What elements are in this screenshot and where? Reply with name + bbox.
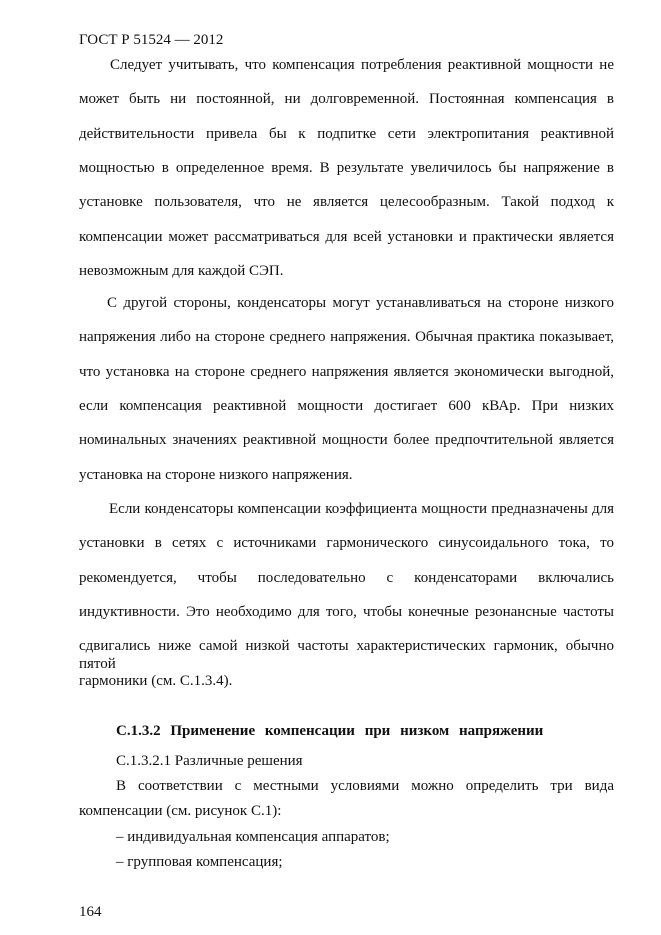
paragraph-line: действительности привела бы к подпитке сети электропитания реактивной <box>79 125 614 142</box>
paragraph-line: если компенсация реактивной мощности достигает 600 кВАр. При низких <box>79 397 614 414</box>
paragraph-line: установки в сетях с источниками гармонического синусоидального тока, то <box>79 535 614 552</box>
paragraph-line: Следует учитывать, что компенсация потребления реактивной мощности не <box>110 57 614 73</box>
paragraph-line: установке пользователя, что не является целесообразным. Такой подход к <box>79 194 614 211</box>
paragraph-line: сдвигались ниже самой низкой частоты характеристических гармоник, обычно пятой <box>79 638 614 673</box>
paragraph-line: напряжения либо на стороне среднего напряжения. Обычная практика показывает, <box>79 329 614 346</box>
paragraph-line: что установка на стороне среднего напряжения является экономически выгодной, <box>79 363 614 380</box>
list-item: – индивидуальная компенсация аппаратов; <box>116 829 390 845</box>
paragraph-line: компенсации может рассматриваться для всей установки и практически является <box>79 228 614 245</box>
subsection-heading: С.1.3.2.1 Различные решения <box>116 753 303 769</box>
paragraph-line: гармоники (см. С.1.3.4). <box>79 672 233 689</box>
paragraph-line: рекомендуется, чтобы последовательно с конденсаторами включались <box>79 569 614 586</box>
paragraph-line: В соответствии с местными условиями можно определить три вида <box>116 778 614 794</box>
section-heading: С.1.3.2 Применение компенсации при низком напряжении <box>116 723 544 739</box>
paragraph-line: индуктивности. Это необходимо для того, чтобы конечные резонансные частоты <box>79 603 614 620</box>
page-number: 164 <box>79 904 102 920</box>
paragraph-line: установка на стороне низкого напряжения. <box>79 466 353 483</box>
paragraph-line: невозможным для каждой СЭП. <box>79 262 284 279</box>
list-item: – групповая компенсация; <box>116 854 283 870</box>
paragraph-line: С другой стороны, конденсаторы могут устанавливаться на стороне низкого <box>107 295 614 311</box>
paragraph-line: Если конденсаторы компенсации коэффициента мощности предназначены для <box>109 501 614 517</box>
paragraph-line: мощностью в определенное время. В результате увеличилось бы напряжение в <box>79 159 614 176</box>
paragraph-line: компенсации (см. рисунок С.1): <box>79 803 282 819</box>
paragraph-line: номинальных значениях реактивной мощности более предпочтительной является <box>79 432 614 449</box>
paragraph-line: может быть ни постоянной, ни долговременной. Постоянная компенсация в <box>79 91 614 108</box>
standard-header: ГОСТ Р 51524 — 2012 <box>79 32 224 48</box>
